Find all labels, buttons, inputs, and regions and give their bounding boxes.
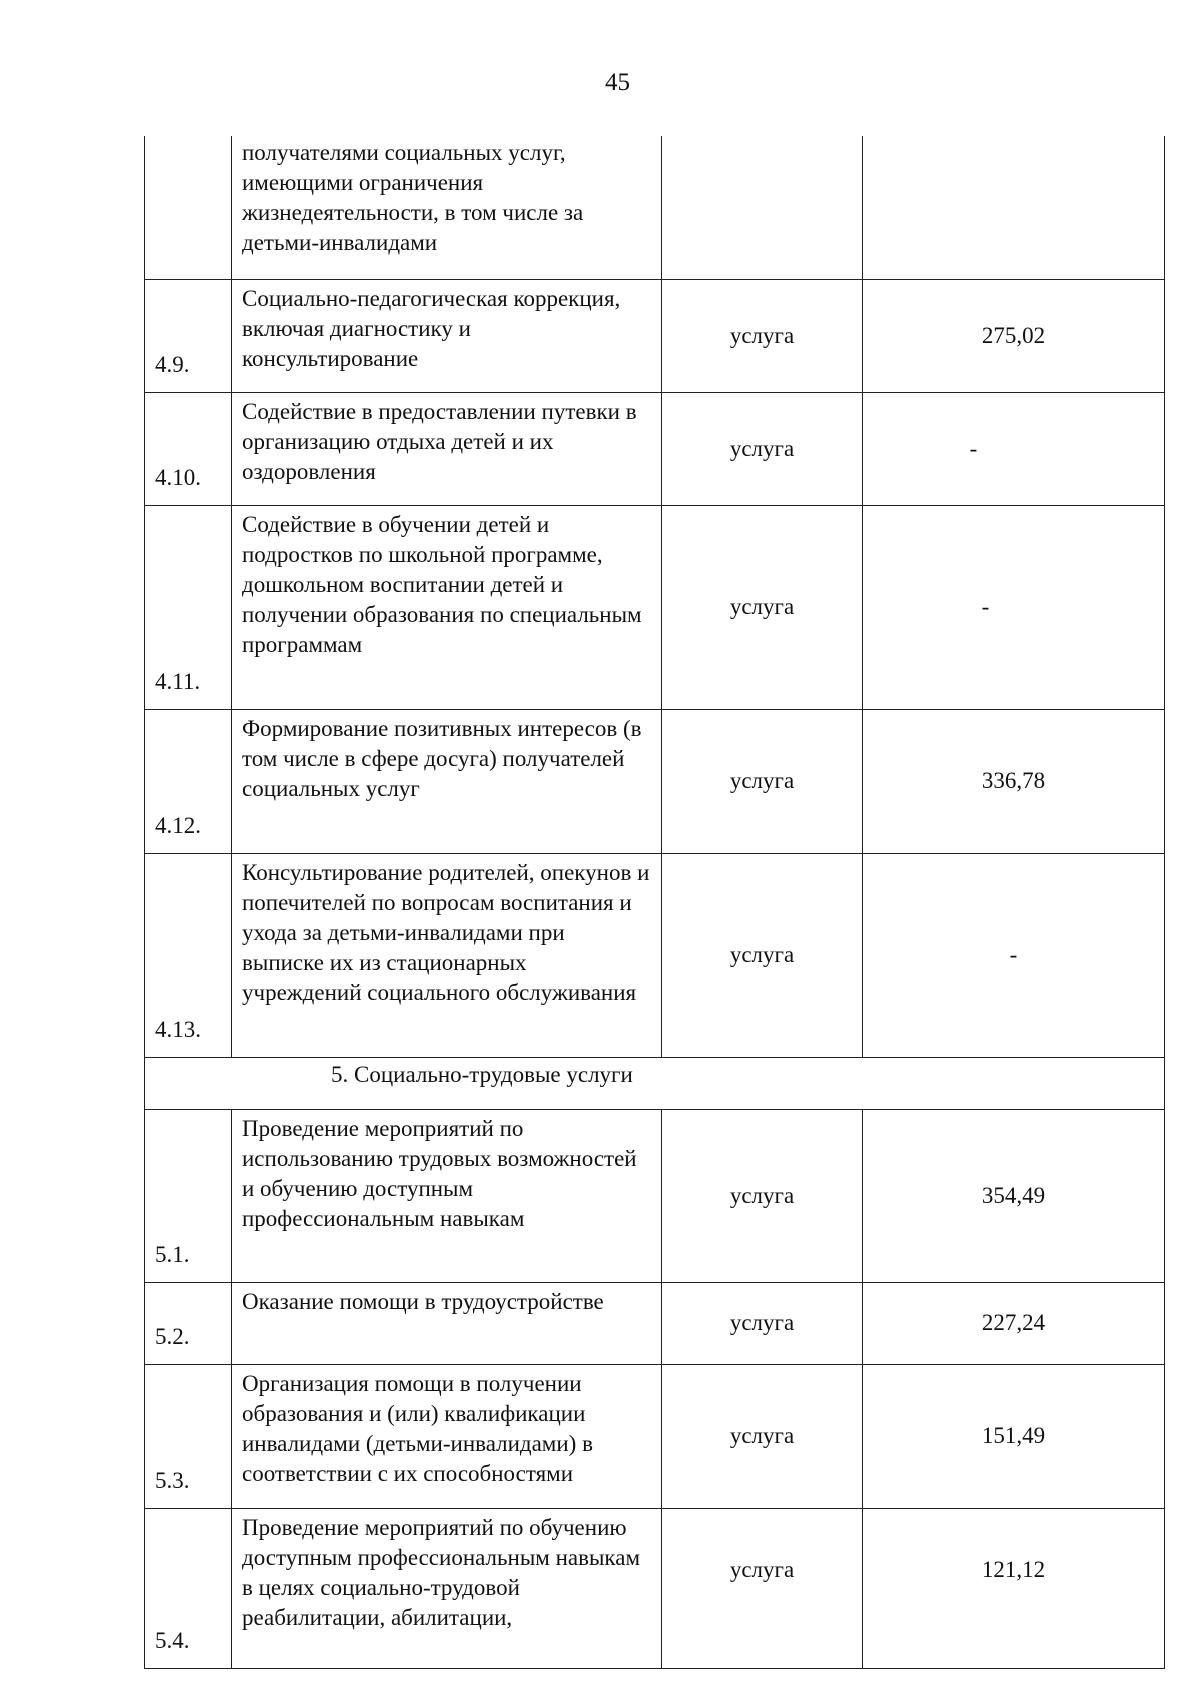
table-row [145,505,1165,709]
page-number: 45 [605,69,630,96]
unit-of-measure [662,136,863,279]
service-price: 121,12 [863,1508,1165,1668]
row-number: 5.3. [145,1364,232,1508]
table-row [145,853,1165,1057]
service-price: 151,49 [863,1364,1165,1508]
services-tariff-table [144,136,1165,1669]
section-heading: 5. Социально-трудовые услуги [145,1057,1165,1109]
unit-of-measure: услуга [662,709,863,853]
row-number: 4.12. [145,709,232,853]
table-row [145,709,1165,853]
service-price: - [863,392,1165,505]
table-row [145,1282,1165,1364]
unit-of-measure: услуга [662,392,863,505]
table-row [145,1508,1165,1668]
unit-of-measure: услуга [662,853,863,1057]
service-name: Социально-педагогическая коррекция, включая диагностику и консультирование [232,279,662,392]
unit-of-measure: услуга [662,279,863,392]
table-row [145,1109,1165,1282]
table-row [145,1364,1165,1508]
service-name: Консультирование родителей, опекунов и попечителей по вопросам воспитания и ухода за детьми-инвалидами при выписке их из стационарных учреждений социального обслуживания [232,853,662,1057]
service-name: Проведение мероприятий по использованию трудовых возможностей и обучению доступным профессиональным навыкам [232,1109,662,1282]
service-price: 354,49 [863,1109,1165,1282]
service-name: получателями социальных услуг, имеющими ограничения жизнедеятельности, в том числе за детьми-инвалидами [232,136,662,279]
row-number: 5.4. [145,1508,232,1668]
service-price: 275,02 [863,279,1165,392]
unit-of-measure: услуга [662,1364,863,1508]
row-number: 5.2. [145,1282,232,1364]
row-number: 4.9. [145,279,232,392]
service-name: Оказание помощи в трудоустройстве [232,1282,662,1364]
service-price: 336,78 [863,709,1165,853]
unit-of-measure: услуга [662,1282,863,1364]
table-row [145,279,1165,392]
table-row [145,136,1165,279]
row-number: 4.10. [145,392,232,505]
service-price [863,136,1165,279]
table-row [145,392,1165,505]
service-price: - [863,505,1165,709]
unit-of-measure: услуга [662,1109,863,1282]
row-number [145,136,232,279]
service-name: Содействие в обучении детей и подростков по школьной программе, дошкольном воспитании детей и получении образования по специальным программам [232,505,662,709]
service-price: 227,24 [863,1282,1165,1364]
section-row [145,1057,1165,1109]
row-number: 5.1. [145,1109,232,1282]
service-name: Организация помощи в получении образования и (или) квалификации инвалидами (детьми-инвалидами) в соответствии с их способностями [232,1364,662,1508]
service-name: Формирование позитивных интересов (в том числе в сфере досуга) получателей социальных услуг [232,709,662,853]
service-name: Проведение мероприятий по обучению доступным профессиональным навыкам в целях социально-трудовой реабилитации, абилитации, [232,1508,662,1668]
unit-of-measure: услуга [662,505,863,709]
service-name: Содействие в предоставлении путевки в организацию отдыха детей и их оздоровления [232,392,662,505]
row-number: 4.13. [145,853,232,1057]
service-price: - [863,853,1165,1057]
unit-of-measure: услуга [662,1508,863,1668]
row-number: 4.11. [145,505,232,709]
